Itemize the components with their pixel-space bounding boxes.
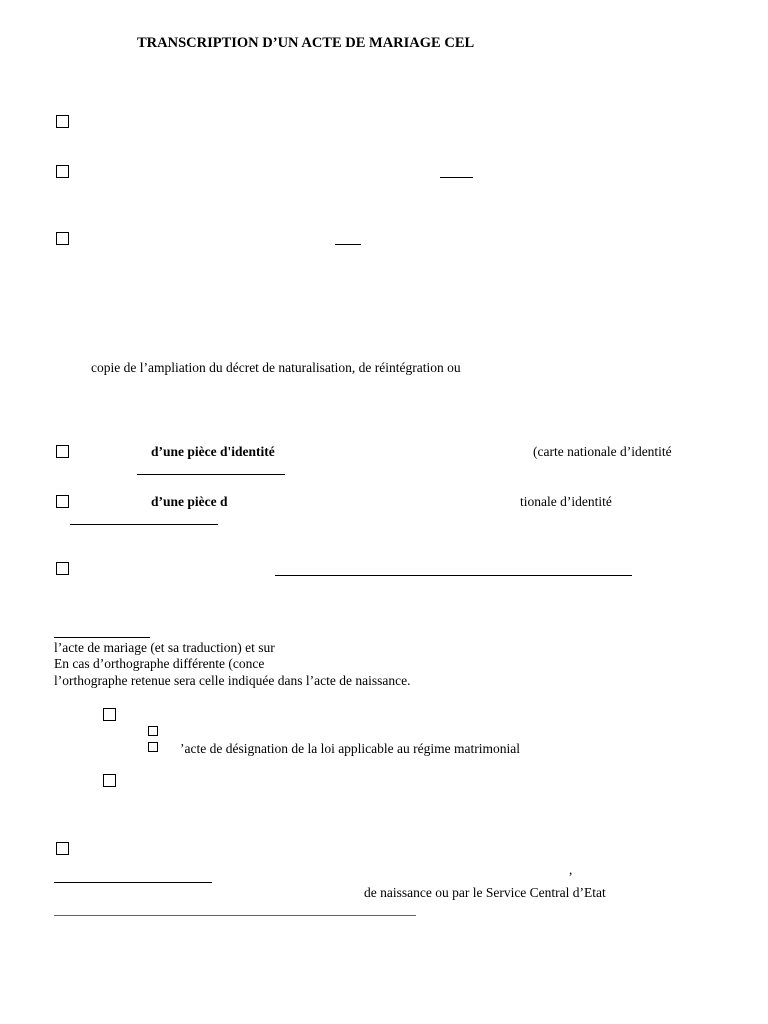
hyperlink-underline[interactable] [54, 915, 416, 916]
blank-line-piece-2 [70, 524, 218, 525]
checkbox-5[interactable] [103, 708, 116, 721]
naissance-service-text: de naissance ou par le Service Central d’Etat [364, 885, 606, 900]
checkbox-7[interactable] [56, 842, 69, 855]
checkbox-6[interactable] [103, 774, 116, 787]
comma-text: , [569, 862, 573, 877]
copie-ampliation-text: copie de l’ampliation du décret de naturalisation, de réintégration ou [91, 360, 461, 375]
checkbox-sub-1[interactable] [148, 726, 158, 736]
blank-line-5 [54, 637, 150, 638]
blank-line-3 [335, 244, 361, 245]
checkbox-piece-identite-1[interactable] [56, 445, 69, 458]
piece-identite-2-label: d’une pièce d [151, 494, 228, 509]
designation-loi-text: ’acte de désignation de la loi applicable au régime matrimonial [180, 741, 520, 756]
page-title: TRANSCRIPTION D’UN ACTE DE MARIAGE CEL [137, 35, 475, 51]
orthographe-line-1: En cas d’orthographe différente (conce [54, 656, 265, 671]
checkbox-2[interactable] [56, 165, 69, 178]
acte-mariage-text: l’acte de mariage (et sa traduction) et sur [54, 640, 275, 655]
checkbox-piece-identite-2[interactable] [56, 495, 69, 508]
piece-identite-1-label: d’une pièce d'identité [151, 444, 275, 459]
blank-line-piece-1 [137, 474, 285, 475]
blank-line-2 [440, 177, 473, 178]
checkbox-sub-2[interactable] [148, 742, 158, 752]
checkbox-1[interactable] [56, 115, 69, 128]
orthographe-line-2: l’orthographe retenue sera celle indiquée dans l’acte de naissance. [54, 673, 411, 688]
checkbox-4[interactable] [56, 562, 69, 575]
blank-line-4 [275, 575, 632, 576]
blank-line-6 [54, 882, 212, 883]
checkbox-3[interactable] [56, 232, 69, 245]
piece-identite-2-tail: tionale d’identité [520, 494, 612, 509]
piece-identite-1-tail: (carte nationale d’identité [533, 444, 672, 459]
